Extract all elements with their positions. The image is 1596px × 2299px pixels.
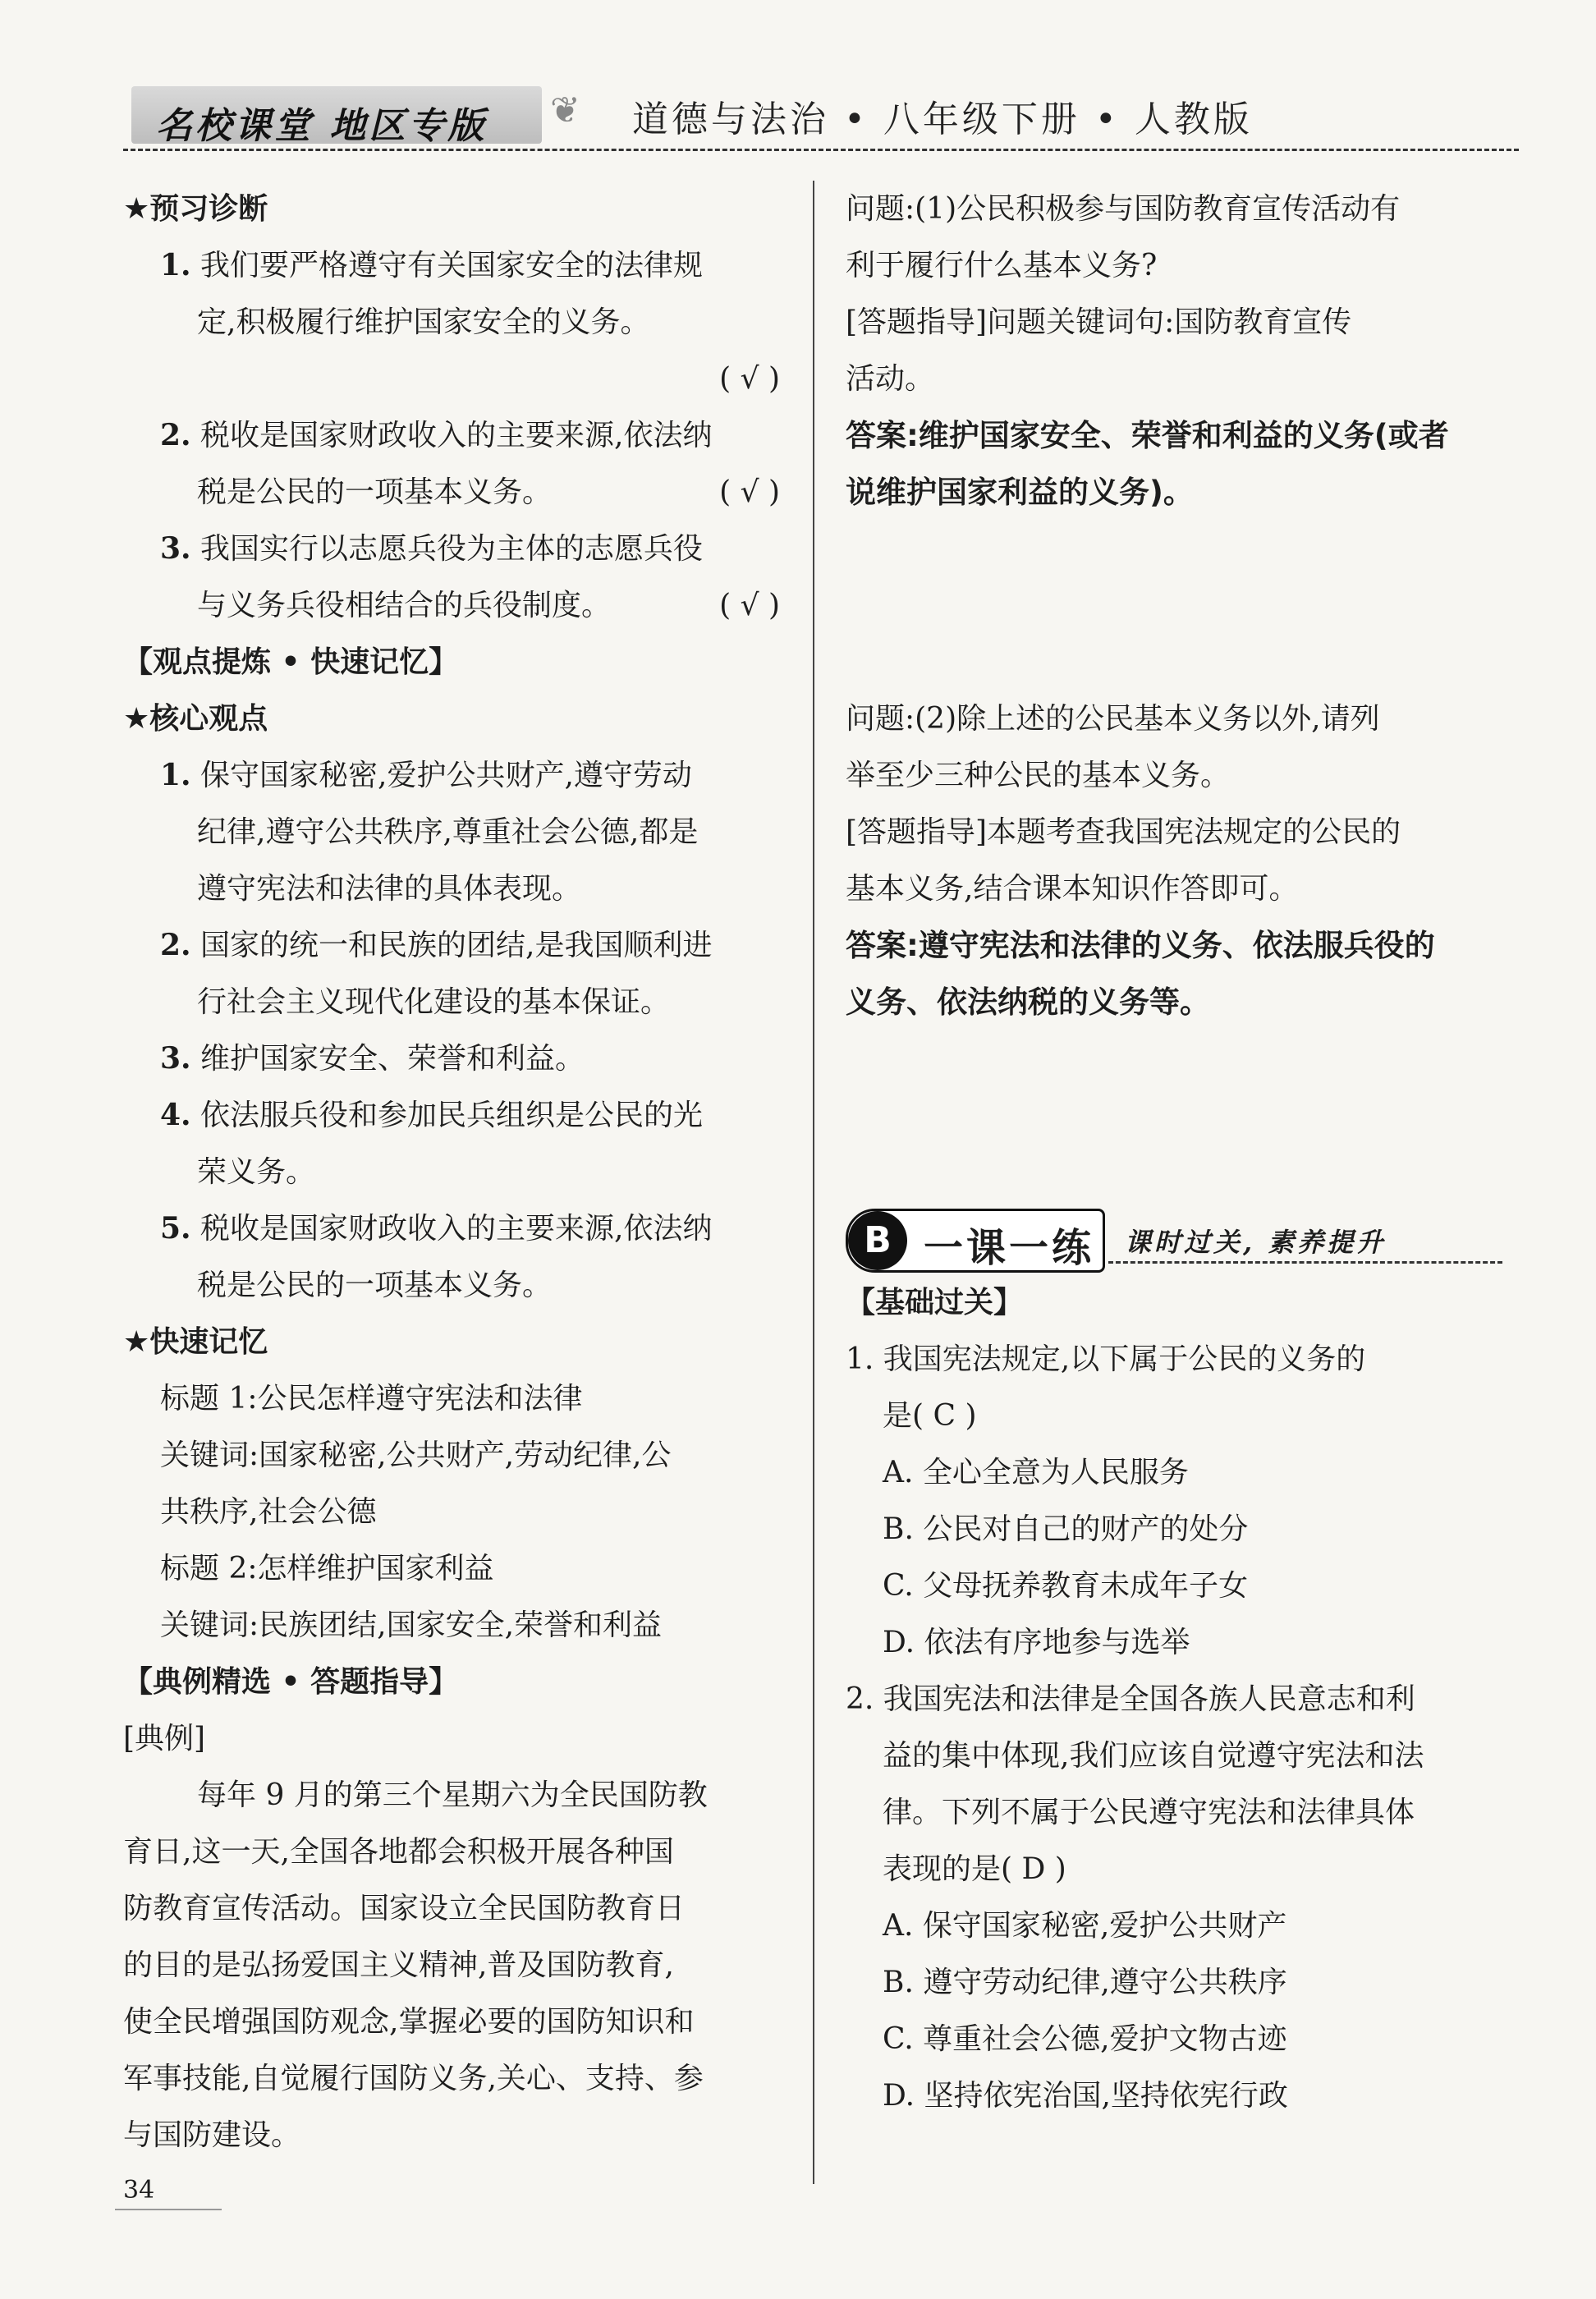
memory-line: 标题 2:怎样维护国家利益 xyxy=(160,1552,494,1585)
ornament-icon: ❦ xyxy=(550,89,580,131)
mc2-stem: 2. 我国宪法和法律是全国各族人民意志和利 xyxy=(846,1682,1415,1716)
column-divider xyxy=(813,181,814,2184)
answer-mark: ( √ ) xyxy=(719,589,780,622)
core-item-1-cont: 纪律,遵守公共秩序,尊重社会公德,都是 xyxy=(197,815,699,849)
preview-item-1-mark-line xyxy=(123,351,788,407)
mc2-option: B. 遵守劳动纪律,遵守公共秩序 xyxy=(883,1966,1287,1999)
mc2-stem-cont: 表现的是( D ) xyxy=(883,1852,1066,1886)
example-line: 防教育宣传活动。国家设立全民国防教育日 xyxy=(123,1892,686,1925)
footer-ornament xyxy=(115,2209,222,2210)
left-column xyxy=(123,181,788,2164)
core-item-1-cont: 遵守宪法和法律的具体表现。 xyxy=(197,872,582,906)
answer-guide-1-cont: 活动。 xyxy=(846,362,935,396)
example-line: 的目的是弘扬爱国主义精神,普及国防教育, xyxy=(123,1948,674,1982)
preview-item-3-line-1: 3. 我国实行以志愿兵役为主体的志愿兵役 xyxy=(160,531,704,566)
page-number: 34 xyxy=(123,2176,155,2205)
mc1-option: D. 依法有序地参与选举 xyxy=(883,1626,1190,1659)
core-item-2-cont: 行社会主义现代化建设的基本保证。 xyxy=(197,985,671,1019)
answer-guide-2-cont: 基本义务,结合课本知识作答即可。 xyxy=(846,872,1299,906)
page-header xyxy=(123,78,1519,152)
core-item-4-cont: 荣义务。 xyxy=(197,1155,316,1189)
exercise-banner xyxy=(846,1209,1502,1274)
answer-1: 答案:维护国家安全、荣誉和利益的义务(或者 xyxy=(846,418,1449,453)
preview-title: ★预习诊断 xyxy=(123,192,268,226)
answer-1-cont: 说维护国家利益的义务)。 xyxy=(846,475,1194,510)
banner-subtitle: 课时过关, 素养提升 xyxy=(1125,1227,1387,1258)
example-line: 使全民增强国防观念,掌握必要的国防知识和 xyxy=(123,2005,695,2039)
section-heading: 【典例精选 • 答题指导】 xyxy=(123,1665,459,1699)
core-title: ★核心观点 xyxy=(123,702,268,736)
mc2-stem-cont: 律。下列不属于公民遵守宪法和法律具体 xyxy=(883,1796,1415,1829)
memory-title: ★快速记忆 xyxy=(123,1325,268,1359)
core-item-3: 3. 维护国家安全、荣誉和利益。 xyxy=(160,1041,585,1076)
question-2: 问题:(2)除上述的公民基本义务以外,请列 xyxy=(846,702,1380,736)
core-item-5: 5. 税收是国家财政收入的主要来源,依法纳 xyxy=(160,1211,713,1246)
header-divider xyxy=(123,149,1519,151)
example-line: 军事技能,自觉履行国防义务,关心、支持、参 xyxy=(123,2062,704,2095)
question-2-cont: 举至少三种公民的基本义务。 xyxy=(846,759,1231,792)
answer-guide-2: [答题指导]本题考查我国宪法规定的公民的 xyxy=(846,815,1401,849)
mc1-option: C. 父母抚养教育未成年子女 xyxy=(883,1569,1249,1603)
banner-title: 一课一练 xyxy=(924,1225,1095,1271)
mc1-stem: 1. 我国宪法规定,以下属于公民的义务的 xyxy=(846,1342,1366,1376)
memory-line: 关键词:民族团结,国家安全,荣誉和利益 xyxy=(160,1608,663,1642)
mc2-option: C. 尊重社会公德,爱护文物古迹 xyxy=(883,2022,1287,2056)
example-line: 每年 9 月的第三个星期六为全民国防教 xyxy=(197,1778,708,1812)
answer-mark: ( √ ) xyxy=(719,362,780,396)
banner-divider xyxy=(1108,1261,1502,1264)
memory-line: 共秩序,社会公德 xyxy=(160,1495,377,1529)
preview-item-2-line-1: 2. 税收是国家财政收入的主要来源,依法纳 xyxy=(160,418,713,452)
core-item-4: 4. 依法服兵役和参加民兵组织是公民的光 xyxy=(160,1098,704,1132)
basic-title: 【基础过关】 xyxy=(846,1286,1024,1319)
mc1-stem-cont: 是( C ) xyxy=(883,1399,977,1433)
preview-item-1-line-1: 1. 我们要严格遵守有关国家安全的法律规 xyxy=(160,248,704,282)
brand-banner xyxy=(131,86,542,147)
mc1-option: A. 全心全意为人民服务 xyxy=(883,1456,1189,1489)
answer-2-cont: 义务、依法纳税的义务等。 xyxy=(846,984,1210,1020)
mc2-stem-cont: 益的集中体现,我们应该自觉遵守宪法和法 xyxy=(883,1739,1424,1773)
section-heading: 【观点提炼 • 快速记忆】 xyxy=(123,645,459,679)
example-label: [典例] xyxy=(123,1722,206,1755)
core-item-2: 2. 国家的统一和民族的团结,是我国顺利进 xyxy=(160,928,713,962)
badge-letter: B xyxy=(848,1211,907,1270)
preview-item-3-line-2: 与义务兵役相结合的兵役制度。 ( √ ) xyxy=(123,577,788,634)
memory-line: 标题 1:公民怎样遵守宪法和法律 xyxy=(160,1382,583,1416)
preview-item-1-line-2: 定,积极履行维护国家安全的义务。 xyxy=(197,305,650,339)
mc2-option: A. 保守国家秘密,爱护公共财产 xyxy=(883,1909,1287,1943)
example-line: 与国防建设。 xyxy=(123,2118,301,2152)
question-1: 问题:(1)公民积极参与国防教育宣传活动有 xyxy=(846,192,1401,226)
answer-2: 答案:遵守宪法和法律的义务、依法服兵役的 xyxy=(846,928,1435,963)
core-item-1: 1. 保守国家秘密,爱护公共财产,遵守劳动 xyxy=(160,758,692,792)
mc1-option: B. 公民对自己的财产的处分 xyxy=(883,1512,1249,1546)
example-line: 育日,这一天,全国各地都会积极开展各种国 xyxy=(123,1835,674,1869)
preview-item-2-line-2: 税是公民的一项基本义务。 ( √ ) xyxy=(123,464,788,521)
answer-mark: ( √ ) xyxy=(719,475,780,509)
question-1-cont: 利于履行什么基本义务? xyxy=(846,249,1158,282)
mc2-option: D. 坚持依宪治国,坚持依宪行政 xyxy=(883,2079,1288,2113)
core-item-5-cont: 税是公民的一项基本义务。 xyxy=(197,1269,553,1302)
banner-badge xyxy=(846,1209,1105,1273)
answer-guide-1: [答题指导]问题关键词句:国防教育宣传 xyxy=(846,305,1352,339)
subject-title: 道德与法治 • 八年级下册 • 人教版 xyxy=(632,99,1253,140)
right-column xyxy=(846,181,1502,2124)
memory-line: 关键词:国家秘密,公共财产,劳动纪律,公 xyxy=(160,1439,672,1472)
brand-text: 名校课堂 地区专版 xyxy=(156,105,488,147)
